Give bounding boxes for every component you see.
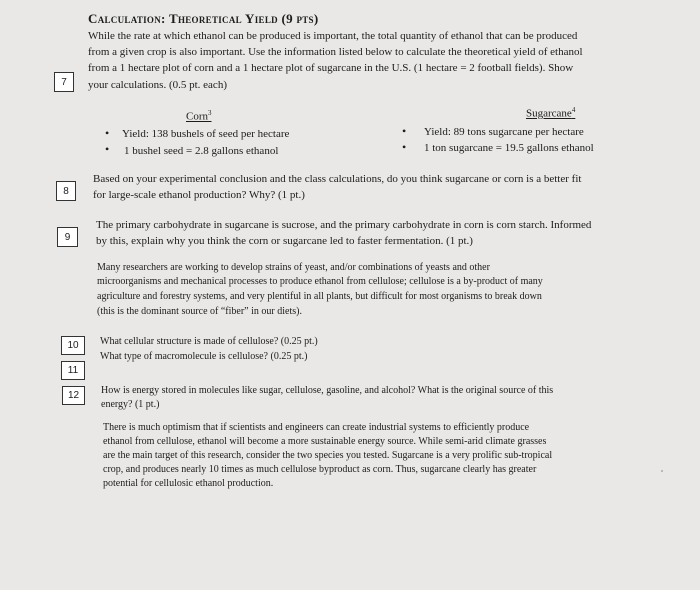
closing-line-1: There is much optimism that if scientists and engineers can create industrial systems to efficiently produce [103, 422, 530, 433]
researchers-line-3: agriculture and forestry systems, and very plentiful in all plants, but difficult for most organisms to break down [97, 291, 542, 302]
q11-text: What type of macromolecule is cellulose? (0.25 pt.) [100, 351, 308, 362]
question-number-11: 11 [61, 361, 85, 380]
q9-line-2: by this, explain why you think the corn or sugarcane led to faster fermentation. (1 pt.) [96, 235, 473, 247]
closing-line-3: are the main target of this research, consider the two species you tested. Sugarcane is a very prolific sub-tropical [103, 450, 553, 461]
scan-speck [661, 470, 663, 472]
closing-line-5: potential for cellulosic ethanol production. [103, 478, 274, 489]
q8-line-1: Based on your experimental conclusion and the class calculations, do you think sugarcane or corn is a better fit [93, 173, 582, 185]
researchers-line-1: Many researchers are working to develop strains of yeast, and/or combinations of yeasts and other [97, 262, 490, 273]
bullet-icon: • [105, 142, 110, 156]
q10-text: What cellular structure is made of cellulose? (0.25 pt.) [100, 336, 318, 347]
intro-line-4: your calculations. (0.5 pt. each) [88, 79, 227, 91]
closing-line-2: ethanol from cellulose, ethanol will become a more sustainable energy source. While semi-arid climate grasses [103, 436, 547, 447]
sugarcane-conversion: 1 ton sugarcane = 19.5 gallons ethanol [424, 142, 594, 154]
bullet-icon: • [105, 126, 110, 140]
sugarcane-yield: Yield: 89 tons sugarcane per hectare [424, 126, 584, 138]
question-number-7: 7 [54, 72, 74, 92]
question-number-12: 12 [62, 386, 85, 405]
corn-conversion: 1 bushel seed = 2.8 gallons ethanol [124, 145, 279, 157]
bullet-icon: • [402, 124, 407, 138]
question-number-8: 8 [56, 181, 76, 201]
intro-line-1: While the rate at which ethanol can be produced is important, the total quantity of ethanol that can be produced [88, 30, 578, 42]
intro-line-3: from a 1 hectare plot of corn and a 1 hectare plot of sugarcane in the U.S. (1 hectare = 2 football fields). Show [88, 62, 574, 74]
sugarcane-heading: Sugarcane$^4$ [526, 106, 576, 120]
closing-line-4: crop, and produces nearly 10 times as much cellulose byproduct as corn. Thus, sugarcane clearly has greater [103, 464, 537, 475]
question-number-10: 10 [61, 336, 85, 355]
bullet-icon: • [402, 140, 407, 154]
q12-line-1: How is energy stored in molecules like sugar, cellulose, gasoline, and alcohol? What is the original source of this [101, 385, 554, 396]
researchers-line-4: (this is the dominant source of “fiber” in our diets). [97, 306, 302, 317]
corn-yield: Yield: 138 bushels of seed per hectare [122, 128, 290, 140]
q9-line-1: The primary carbohydrate in sugarcane is sucrose, and the primary carbohydrate in corn is corn starch. Informed [96, 219, 592, 231]
section-title: Calculation: Theoretical Yield (9 pts) [88, 11, 319, 26]
researchers-line-2: microorganisms and mechanical processes to produce ethanol from cellulose; cellulose is a by-product of many [97, 276, 543, 287]
intro-line-2: from a given crop is also important. Use the information listed below to calculate the theoretical yield of ethanol [88, 46, 583, 58]
q8-line-2: for large-scale ethanol production? Why? (1 pt.) [93, 189, 305, 201]
corn-heading: Corn$^3$ [186, 109, 212, 123]
q12-line-2: energy? (1 pt.) [101, 399, 160, 410]
question-number-9: 9 [57, 227, 78, 247]
